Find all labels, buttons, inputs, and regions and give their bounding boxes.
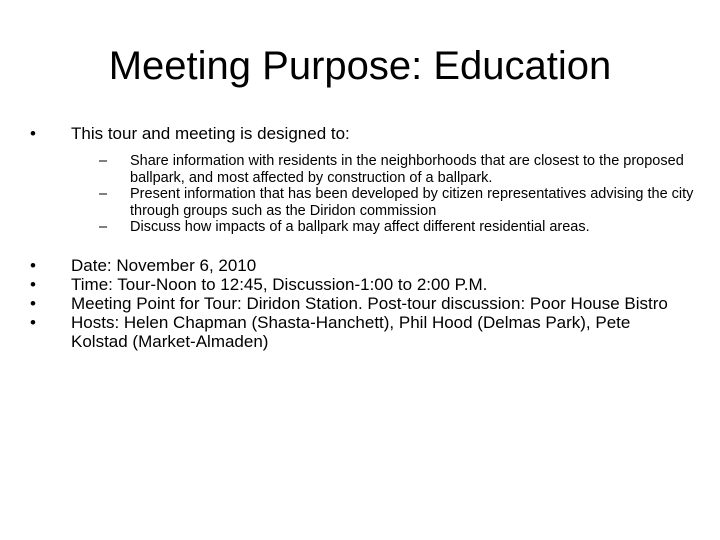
detail-date bbox=[30, 256, 690, 275]
slide-body bbox=[30, 124, 694, 351]
bullet-marker: • bbox=[30, 312, 36, 332]
intro-bullet bbox=[30, 124, 694, 236]
purpose-item-discuss-impacts bbox=[99, 219, 710, 236]
purpose-sublist bbox=[71, 153, 694, 236]
intro-text: This tour and meeting is designed to: bbox=[71, 124, 350, 143]
details-list bbox=[30, 256, 690, 351]
bullet-marker: • bbox=[30, 124, 36, 143]
detail-text: Date: November 6, 2010 bbox=[71, 255, 257, 275]
detail-time bbox=[30, 275, 690, 294]
purpose-item-text: Discuss how impacts of a ballpark may affect different residential areas. bbox=[130, 219, 590, 235]
detail-meeting-point bbox=[30, 294, 690, 313]
bullet-marker: • bbox=[30, 255, 36, 275]
purpose-item-text: Present information that has been developed by citizen representatives advising the city through groups such as the Diridon commission bbox=[130, 186, 694, 219]
dash-marker: – bbox=[99, 219, 108, 235]
bullet-marker: • bbox=[30, 274, 36, 294]
dash-marker: – bbox=[99, 153, 108, 169]
purpose-item-text: Share information with residents in the neighborhoods that are closest to the proposed ballpark, and most affected by construction of a ballpark. bbox=[130, 153, 684, 186]
detail-hosts bbox=[30, 313, 690, 351]
bullet-marker: • bbox=[30, 293, 36, 313]
detail-text: Hosts: Helen Chapman (Shasta-Hanchett), Phil Hood (Delmas Park), Pete Kolstad (Market-Almaden) bbox=[71, 312, 631, 351]
detail-text: Meeting Point for Tour: Diridon Station. Post-tour discussion: Poor House Bistro bbox=[71, 293, 668, 313]
purpose-item-share-information bbox=[99, 153, 710, 186]
detail-text: Time: Tour-Noon to 12:45, Discussion-1:00 to 2:00 P.M. bbox=[71, 274, 488, 294]
slide-title: Meeting Purpose: Education bbox=[108, 44, 612, 88]
purpose-item-present-information bbox=[99, 186, 710, 219]
intro-list bbox=[30, 124, 694, 236]
dash-marker: – bbox=[99, 186, 108, 202]
